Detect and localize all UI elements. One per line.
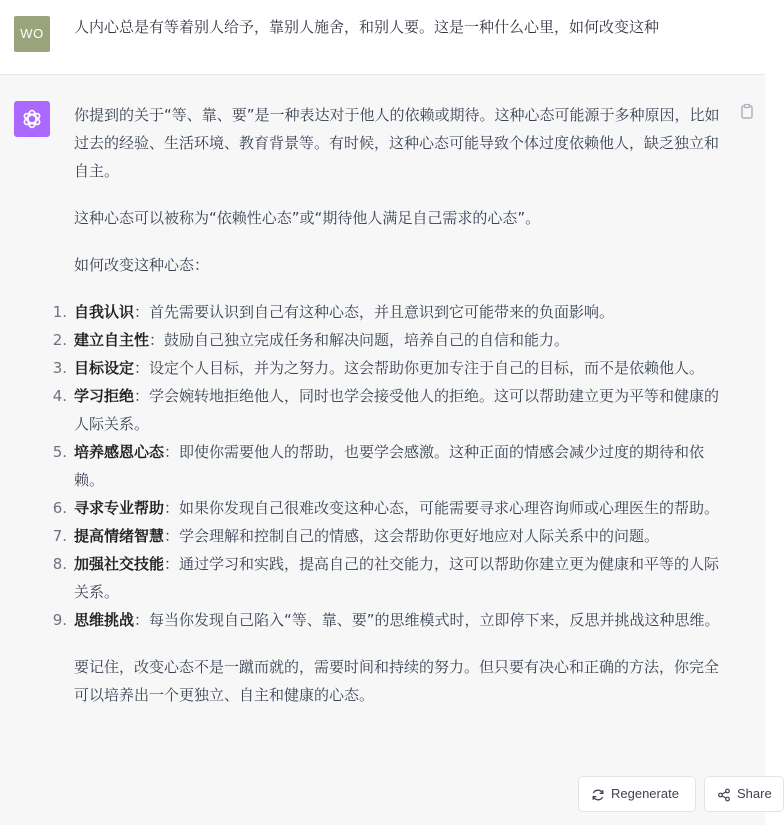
list-item — [52, 550, 730, 606]
list-item-title: 提高情绪智慧 — [74, 527, 165, 545]
list-item-text: ：鼓励自己独立完成任务和解决问题，培养自己的自信和能力。 — [149, 331, 570, 349]
list-item — [52, 606, 730, 634]
list-item-title: 目标设定 — [74, 359, 135, 377]
user-message-text: 人内心总是有等着别人给予，靠别人施舍，和别人要。这是一种什么心里，如何改变这种 — [74, 18, 660, 36]
list-item-text: ：首先需要认识到自己有这种心态，并且意识到它可能带来的负面影响。 — [134, 303, 615, 321]
user-avatar: WO — [14, 16, 50, 52]
list-number: 3. — [52, 359, 67, 377]
assistant-avatar — [14, 101, 50, 137]
list-item-title: 寻求专业帮助 — [74, 499, 165, 517]
copy-icon[interactable] — [739, 103, 755, 123]
list-item-title: 加强社交技能 — [74, 555, 165, 573]
list-number: 5. — [52, 443, 67, 461]
list-item-title: 学习拒绝 — [74, 387, 135, 405]
list-item-text: ：学会婉转地拒绝他人，同时也学会接受他人的拒绝。这可以帮助建立更为平等和健康的人际关系。 — [74, 387, 720, 433]
list-item-text: ：如果你发现自己很难改变这种心态，可能需要寻求心理咨询师或心理医生的帮助。 — [164, 499, 720, 517]
share-label: Share — [737, 786, 772, 801]
openai-logo-icon — [21, 108, 43, 130]
list-item — [52, 438, 730, 494]
list-number: 4. — [52, 387, 67, 405]
list-number: 8. — [52, 555, 67, 573]
paragraph-definition: 这种心态可以被称为“依赖性心态”或“期待他人满足自己需求的心态”。 — [74, 209, 541, 227]
list-item-title: 建立自主性 — [74, 331, 150, 349]
share-icon — [717, 788, 731, 802]
paragraph-closing: 要记住，改变心态不是一蹴而就的，需要时间和持续的努力。但只要有决心和正确的方法，你完全可以培养出一个更独立、自主和健康的心态。 — [74, 658, 720, 704]
list-item — [52, 494, 730, 522]
regenerate-label: Regenerate — [611, 786, 679, 801]
list-item — [52, 298, 730, 326]
advice-list — [52, 298, 730, 634]
assistant-message-row — [0, 75, 765, 825]
list-item-text: ：即使你需要他人的帮助，也要学会感激。这种正面的情感会减少过度的期待和依赖。 — [74, 443, 705, 489]
list-item — [52, 326, 730, 354]
list-item-title: 培养感恩心态 — [74, 443, 165, 461]
list-item-text: ：设定个人目标，并为之努力。这会帮助你更加专注于自己的目标，而不是依赖他人。 — [134, 359, 705, 377]
assistant-message-content — [52, 101, 730, 728]
paragraph-how-to-change: 如何改变这种心态： — [74, 256, 210, 274]
list-item — [52, 382, 730, 438]
list-item-title: 思维挑战 — [74, 611, 135, 629]
list-item-text: ：学会理解和控制自己的情感，这会帮助你更好地应对人际关系中的问题。 — [164, 527, 660, 545]
paragraph-intro: 你提到的关于“等、靠、要”是一种表达对于他人的依赖或期待。这种心态可能源于多种原因，比如过去的经验、生活环境、教育背景等。有时候，这种心态可能导致个体过度依赖他人，缺乏独立和自主。 — [74, 106, 720, 180]
list-number: 2. — [52, 331, 67, 349]
share-button[interactable] — [704, 776, 784, 812]
list-item-text: ：通过学习和实践，提高自己的社交能力，这可以帮助你建立更为健康和平等的人际关系。 — [74, 555, 720, 601]
list-number: 9. — [52, 611, 67, 629]
list-item-title: 自我认识 — [74, 303, 135, 321]
user-message-row — [0, 0, 765, 75]
regenerate-button[interactable] — [578, 776, 696, 812]
regenerate-icon — [591, 788, 605, 802]
list-number: 7. — [52, 527, 67, 545]
list-item-text: ：每当你发现自己陷入“等、靠、要”的思维模式时，立即停下来，反思并挑战这种思维。 — [134, 611, 720, 629]
list-item — [52, 354, 730, 382]
list-number: 1. — [52, 303, 67, 321]
list-number: 6. — [52, 499, 67, 517]
list-item — [52, 522, 730, 550]
